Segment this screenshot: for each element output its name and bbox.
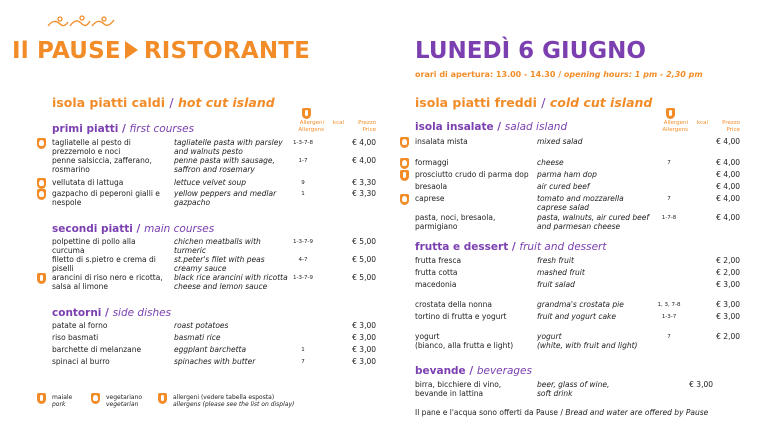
item-allergens: 1-7-8 (661, 215, 677, 221)
frutta-title: frutta e dessert / fruit and dessert (415, 241, 607, 253)
item-name-it: spinaci al burro (52, 357, 110, 366)
item-price: € 3,00 (352, 333, 376, 342)
allergen-header-icon-cold (666, 108, 675, 119)
item-allergens: 1, 3, 7-8 (657, 302, 681, 308)
item-allergens: 7 (667, 196, 671, 202)
item-name-it: riso basmati (52, 333, 99, 342)
vegetarian-icon (400, 137, 409, 148)
pork-icon (400, 170, 409, 181)
footer-note: Il pane e l'acqua sono offerti da Pause / Bread and water are offered by Pause (415, 408, 709, 417)
item-name-it: pasta, noci, bresaola, parmigiano (415, 213, 496, 231)
item-price: € 3,00 (352, 321, 376, 330)
item-name-it: birra, bicchiere di vino, bevande in lattina (415, 380, 502, 398)
price-header: Prezzo Price (358, 120, 376, 133)
item-name-it: arancini di riso nero e ricotta, salsa al limone (52, 273, 163, 291)
legend-allergens: allergeni (vedere tabella esposta) allergens (please see the list on display) (173, 394, 295, 408)
item-price: € 4,00 (716, 170, 740, 179)
insalate-title: isola insalate / salad island (415, 121, 568, 133)
item-allergens: 1-3-7-8 (293, 140, 313, 146)
item-allergens: 7 (667, 160, 671, 166)
item-name-en: parma ham dop (537, 170, 597, 179)
item-name-it: tagliatelle al pesto di prezzemolo e noci (52, 138, 131, 156)
item-name-en: fresh fruit (537, 256, 574, 265)
vegetarian-icon (91, 393, 100, 404)
vegetarian-icon (37, 178, 46, 189)
item-price: € 4,00 (716, 158, 740, 167)
item-name-it: formaggi (415, 158, 449, 167)
item-allergens: 7 (667, 334, 671, 340)
item-price: € 3,00 (352, 345, 376, 354)
cold-island-title: isola piatti freddi / cold cut island (415, 95, 653, 110)
item-allergens: 1-3-7 (661, 314, 677, 320)
item-name-it: yogurt (bianco, alla frutta e light) (415, 332, 514, 350)
vegetarian-icon (37, 138, 46, 149)
logo-decoration (46, 14, 118, 32)
item-price: € 3,00 (716, 300, 740, 309)
item-name-it: filetto di s.pietro e crema di piselli (52, 255, 156, 273)
item-allergens: 1-3-7-9 (293, 239, 313, 245)
item-price: € 3,00 (352, 357, 376, 366)
item-name-en: tagliatelle pasta with parsley and walnuts pesto (174, 138, 283, 156)
legend-vegetarian: vegetariano vegetarian (106, 394, 143, 408)
item-name-en: black rice arancini with ricotta cheese and lemon sauce (174, 273, 288, 291)
item-name-en: fruit and yogurt cake (537, 312, 617, 321)
item-price: € 5,00 (352, 237, 376, 246)
item-name-en: yogurt (white, with fruit and light) (537, 332, 638, 350)
item-name-en: beer, glass of wine, soft drink (537, 380, 610, 398)
item-allergens: 1-7 (298, 158, 308, 164)
item-price: € 3,30 (352, 189, 376, 198)
item-name-it: vellutata di lattuga (52, 178, 124, 187)
item-name-en: basmati rice (174, 333, 221, 342)
kcal-header-cold: kcal (696, 120, 708, 126)
item-name-it: crostata della nonna (415, 300, 492, 309)
kcal-header: kcal (332, 120, 344, 126)
item-name-en: roast potatoes (174, 321, 229, 330)
item-name-en: eggplant barchetta (174, 345, 247, 354)
item-name-it: tortino di frutta e yogurt (415, 312, 507, 321)
item-name-it: macedonia (415, 280, 457, 289)
item-price: € 4,00 (716, 182, 740, 191)
item-allergens: 4-7 (298, 257, 308, 263)
item-name-en: pasta, walnuts, air cured beef and parmesan cheese (537, 213, 650, 231)
item-name-it: penne salsiccia, zafferano, rosmarino (52, 156, 152, 174)
item-price: € 3,00 (689, 380, 713, 389)
hot-island-title: isola piatti caldi / hot cut island (52, 95, 275, 110)
brand-title: Il PAUSE RISTORANTE (12, 38, 311, 64)
item-allergens: 7 (301, 359, 305, 365)
item-name-it: prosciutto crudo di parma dop (415, 170, 529, 179)
item-allergens: 1 (301, 347, 305, 353)
item-name-en: spinaches with butter (174, 357, 256, 366)
opening-hours: orari di apertura: 13.00 - 14.30 / opening hours: 1 pm - 2,30 pm (415, 70, 703, 79)
allergens-header-cold: Allergeni Allergens (662, 120, 688, 133)
item-price: € 5,00 (352, 273, 376, 282)
item-name-en: cheese (537, 158, 564, 167)
item-price: € 3,30 (352, 178, 376, 187)
legend-pork: maiale pork (52, 394, 73, 408)
item-name-it: gazpacho di peperoni gialli e nespole (52, 189, 160, 207)
item-allergens: 1 (301, 191, 305, 197)
vegetarian-icon (37, 189, 46, 200)
item-name-en: st.peter's filet with peas creamy sauce (174, 255, 265, 273)
item-allergens: 1-3-7-9 (293, 275, 313, 281)
item-price: € 4,00 (352, 138, 376, 147)
vegetarian-icon (400, 158, 409, 169)
item-name-en: yellow peppers and medlar gazpacho (174, 189, 277, 207)
item-price: € 4,00 (716, 213, 740, 222)
item-price: € 2,00 (716, 268, 740, 277)
pork-icon (37, 393, 46, 404)
item-price: € 2,00 (716, 256, 740, 265)
contorni-title: contorni / side dishes (52, 307, 172, 319)
item-name-en: mashed fruit (537, 268, 585, 277)
item-name-en: tomato and mozzarella caprese salad (537, 194, 624, 212)
item-price: € 4,00 (352, 156, 376, 165)
item-name-it: bresaola (415, 182, 448, 191)
item-name-it: patate al forno (52, 321, 108, 330)
item-name-en: air cured beef (537, 182, 590, 191)
allergens-header: Allergeni Allergens (298, 120, 324, 133)
item-name-it: insalata mista (415, 137, 468, 146)
item-name-en: penne pasta with sausage, saffron and rosemary (174, 156, 275, 174)
allergen-icon (158, 393, 167, 404)
allergen-header-icon (302, 108, 311, 119)
item-name-it: barchette di melanzane (52, 345, 142, 354)
item-name-en: fruit salad (537, 280, 575, 289)
date-title: LUNEDÌ 6 GIUGNO (415, 38, 646, 64)
item-name-en: lettuce velvet soup (174, 178, 246, 187)
item-price: € 3,00 (716, 280, 740, 289)
item-price: € 5,00 (352, 255, 376, 264)
item-price: € 3,00 (716, 312, 740, 321)
item-name-it: frutta cotta (415, 268, 458, 277)
item-price: € 4,00 (716, 194, 740, 203)
item-price: € 2,00 (716, 332, 740, 341)
item-name-en: chichen meatballs with turmeric (174, 237, 261, 255)
arrow-icon (125, 41, 138, 59)
bevande-title: bevande / beverages (415, 365, 532, 377)
item-price: € 4,00 (716, 137, 740, 146)
item-name-it: polpettine di pollo alla curcuma (52, 237, 136, 255)
item-allergens: 9 (301, 180, 305, 186)
item-name-en: mixed salad (537, 137, 583, 146)
primi-title: primi piatti / first courses (52, 123, 195, 135)
item-name-it: frutta fresca (415, 256, 462, 265)
pork-icon (37, 273, 46, 284)
item-name-it: caprese (415, 194, 445, 203)
vegetarian-icon (400, 194, 409, 205)
price-header-cold: Prezzo Price (722, 120, 740, 133)
item-name-en: grandma's crostata pie (537, 300, 624, 309)
secondi-title: secondi piatti / main courses (52, 223, 215, 235)
